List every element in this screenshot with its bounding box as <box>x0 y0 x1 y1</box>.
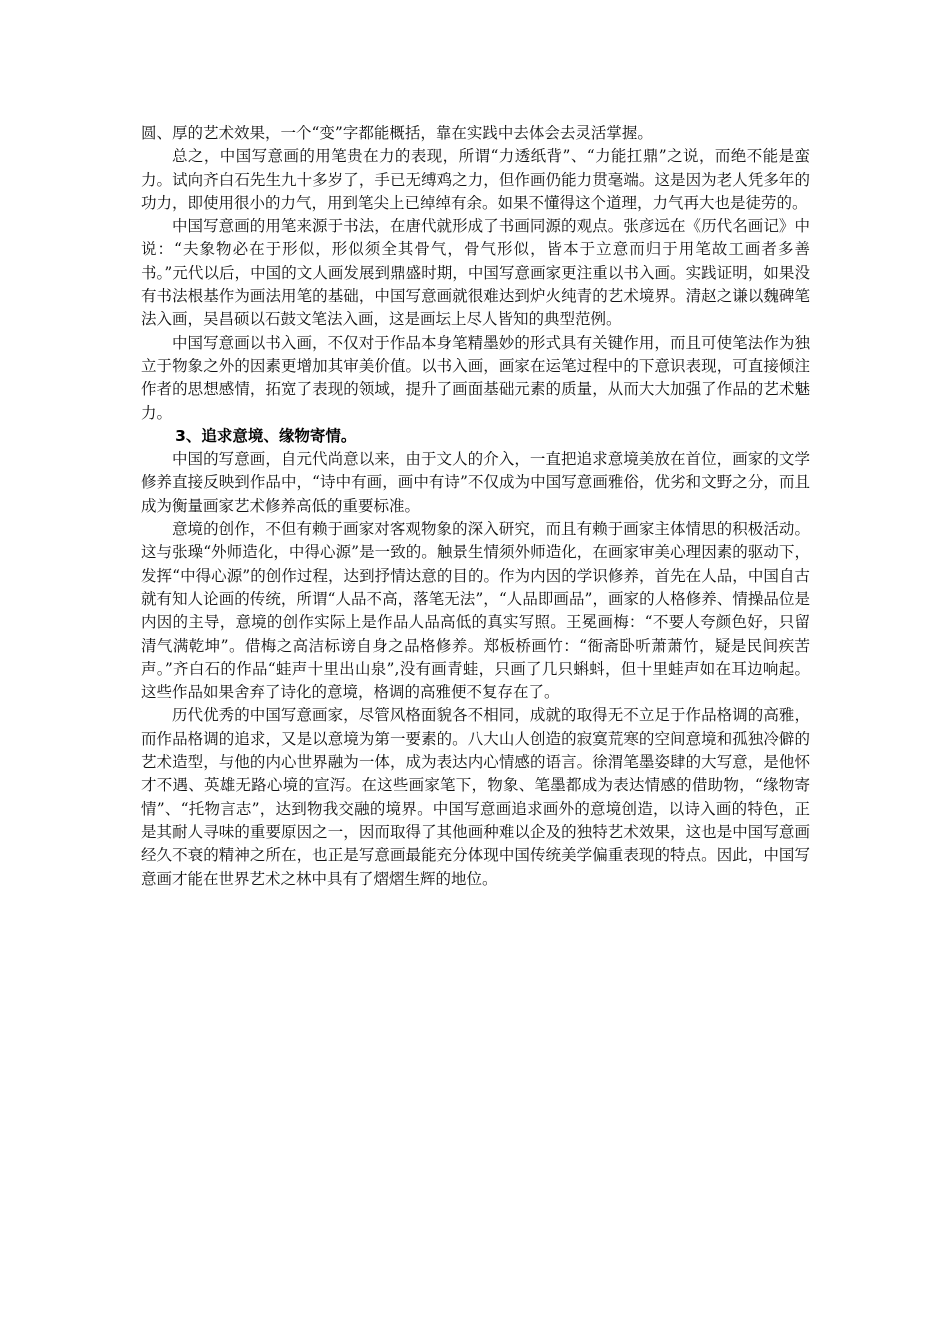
paragraph-masters: 历代优秀的中国写意画家，尽管风格面貌各不相同，成就的取得无不立足于作品格调的高雅，而作品格调的追求，又是以意境为第一要素的。八大山人创造的寂寞荒寒的空间意境和孤独冷僻的艺术造型，与他的内心世界融为一体，成为表达内心情感的语言。徐渭笔墨姿肆的大写意，是他怀才不遇、英雄无路心境的宣泻。在这些画家笔下，物象、笔墨都成为表达情感的借助物，“缘物寄情”、“托物言志”，达到物我交融的境界。中国写意画追求画外的意境创造，以诗入画的特色，正是其耐人寻味的重要原因之一，因而取得了其他画种难以企及的独特艺术效果，这也是中国写意画经久不衰的精神之所在，也正是写意画最能充分体现中国传统美学偏重表现的特点。因此，中国写意画才能在世界艺术之林中具有了熠熠生辉的地位。 <box>141 706 810 888</box>
section-heading: 3、追求意境、缘物寄情。 <box>175 426 357 445</box>
paragraph-conception-creation: 意境的创作，不但有赖于画家对客观物象的深入研究，而且有赖于画家主体情思的积极活动。这与张璪“外师造化，中得心源”是一致的。触景生情须外师造化，在画家审美心理因素的驱动下，发挥“中得心源”的创作过程，达到抒情达意的目的。作为内因的学识修养，首先在人品，中国自古就有知人论画的传统，所谓“人品不高，落笔无法”，“人品即画品”，画家的人格修养、情操品位是内因的主导，意境的创作实际上是作品人品高低的真实写照。王冕画梅：“不要人夸颜色好，只留清气满乾坤”。借梅之高洁标谤自身之品格修养。郑板桥画竹：“衙斋卧听萧萧竹，疑是民间疾苦声。”齐白石的作品“蛙声十里出山泉”,没有画青蛙，只画了几只蝌蚪，但十里蛙声如在耳边响起。这些作品如果舍弃了诗化的意境，格调的高雅便不复存在了。 <box>141 520 810 702</box>
paragraph-brush-force: 总之，中国写意画的用笔贵在力的表现，所谓“力透纸背”、“力能扛鼎”之说，而绝不能是蛮力。试向齐白石先生九十多岁了，手已无缚鸡之力，但作画仍能力贯毫端。这是因为老人凭多年的功力，即使用很小的力气，用到笔尖上已绰绰有余。如果不懂得这个道理，力气再大也是徒劳的。 <box>141 147 810 212</box>
paragraph-calligraphy-origin: 中国写意画的用笔来源于书法，在唐代就形成了书画同源的观点。张彦远在《历代名画记》中说：“夫象物必在于形似，形似须全其骨气，骨气形似，皆本于立意而归于用笔故工画者多善书。”元代以后，中国的文人画发展到鼎盛时期，中国写意画家更注重以书入画。实践证明，如果没有书法根基作为画法用笔的基础，中国写意画就很难达到炉火纯青的艺术境界。清赵之谦以魏碑笔法入画，吴昌硕以石鼓文笔法入画，这是画坛上尽人皆知的典型范例。 <box>141 217 810 329</box>
document-body <box>141 122 810 891</box>
paragraph-artistic-conception: 中国的写意画，自元代尚意以来，由于文人的介入，一直把追求意境美放在首位，画家的文学修养直接反映到作品中，“诗中有画，画中有诗”不仅成为中国写意画雅俗，优劣和文野之分，而且成为衡量画家艺术修养高低的重要标准。 <box>141 450 810 515</box>
paragraph-continuation: 圆、厚的艺术效果，一个“变”字都能概括，靠在实践中去体会去灵活掌握。 <box>141 124 653 142</box>
paragraph-calligraphy-in-painting: 中国写意画以书入画，不仅对于作品本身笔精墨妙的形式具有关键作用，而且可使笔法作为独立于物象之外的因素更增加其审美价值。以书入画，画家在运笔过程中的下意识表现，可直接倾注作者的思想感情，拓宽了表现的领域，提升了画面基础元素的质量，从而大大加强了作品的艺术魅力。 <box>141 333 810 422</box>
